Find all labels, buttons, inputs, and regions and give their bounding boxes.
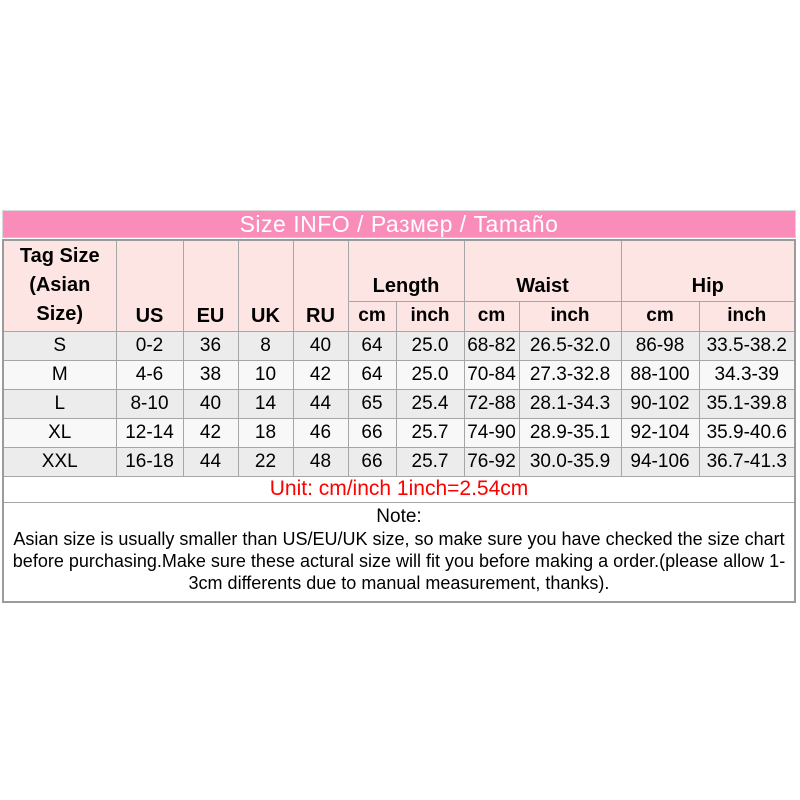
cell-hip-cm: 86-98 (621, 331, 699, 360)
cell-hip-inch: 35.9-40.6 (699, 418, 795, 447)
note-body: Asian size is usually smaller than US/EU/UK size, so make sure you have checked the size chart before purchasing.Make sure these actural size will fit you before making a order.(please allow 1-3cm differents due to manual measurement, thanks). (12, 528, 786, 593)
corner-header-tag-size: Tag Size (Asian Size) (3, 240, 116, 331)
cell-waist-cm: 76-92 (464, 447, 519, 476)
table-row (3, 447, 795, 476)
subheader-waist-cm: cm (464, 301, 519, 331)
title-band (2, 210, 796, 238)
cell-eu: 38 (183, 360, 238, 389)
cell-length-inch: 25.0 (396, 331, 464, 360)
cell-length-inch: 25.7 (396, 447, 464, 476)
cell-us: 4-6 (116, 360, 183, 389)
cell-ru: 44 (293, 389, 348, 418)
cell-ru: 48 (293, 447, 348, 476)
cell-uk: 14 (238, 389, 293, 418)
subheader-waist-inch: inch (519, 301, 621, 331)
subheader-hip-inch: inch (699, 301, 795, 331)
cell-waist-cm: 68-82 (464, 331, 519, 360)
cell-eu: 42 (183, 418, 238, 447)
unit-row (3, 476, 795, 502)
cell-tag: XL (3, 418, 116, 447)
cell-us: 16-18 (116, 447, 183, 476)
cell-hip-inch: 35.1-39.8 (699, 389, 795, 418)
table-row (3, 389, 795, 418)
cell-hip-inch: 36.7-41.3 (699, 447, 795, 476)
cell-ru: 40 (293, 331, 348, 360)
group-header-hip: Hip (621, 240, 795, 301)
cell-eu: 40 (183, 389, 238, 418)
size-table-body (3, 331, 795, 476)
cell-waist-inch: 26.5-32.0 (519, 331, 621, 360)
cell-us: 12-14 (116, 418, 183, 447)
cell-hip-cm: 88-100 (621, 360, 699, 389)
cell-hip-cm: 94-106 (621, 447, 699, 476)
cell-uk: 22 (238, 447, 293, 476)
cell-uk: 18 (238, 418, 293, 447)
cell-uk: 8 (238, 331, 293, 360)
cell-us: 0-2 (116, 331, 183, 360)
header-row-groups (3, 240, 795, 301)
size-table-footer (3, 476, 795, 602)
cell-waist-inch: 30.0-35.9 (519, 447, 621, 476)
cell-ru: 46 (293, 418, 348, 447)
subheader-length-cm: cm (348, 301, 396, 331)
cell-length-inch: 25.4 (396, 389, 464, 418)
cell-waist-cm: 70-84 (464, 360, 519, 389)
cell-hip-inch: 34.3-39 (699, 360, 795, 389)
cell-waist-inch: 28.9-35.1 (519, 418, 621, 447)
cell-hip-cm: 92-104 (621, 418, 699, 447)
cell-us: 8-10 (116, 389, 183, 418)
subheader-hip-cm: cm (621, 301, 699, 331)
cell-length-cm: 64 (348, 360, 396, 389)
cell-eu: 44 (183, 447, 238, 476)
cell-length-inch: 25.7 (396, 418, 464, 447)
cell-hip-cm: 90-102 (621, 389, 699, 418)
cell-waist-cm: 74-90 (464, 418, 519, 447)
col-header-us: US (116, 240, 183, 331)
cell-tag: XXL (3, 447, 116, 476)
size-chart-sheet (2, 210, 796, 603)
cell-length-cm: 66 (348, 418, 396, 447)
cell-ru: 42 (293, 360, 348, 389)
cell-tag: S (3, 331, 116, 360)
table-row (3, 418, 795, 447)
cell-tag: L (3, 389, 116, 418)
size-table (2, 239, 796, 603)
page-title: Size INFO / Размер / Tamaño (239, 211, 559, 237)
note-cell (3, 502, 795, 602)
group-header-waist: Waist (464, 240, 621, 301)
note-title: Note: (376, 505, 422, 527)
col-header-uk: UK (238, 240, 293, 331)
cell-uk: 10 (238, 360, 293, 389)
subheader-length-inch: inch (396, 301, 464, 331)
cell-length-inch: 25.0 (396, 360, 464, 389)
size-table-header (3, 240, 795, 331)
unit-note-text: Unit: cm/inch 1inch=2.54cm (3, 476, 795, 502)
cell-length-cm: 66 (348, 447, 396, 476)
table-row (3, 360, 795, 389)
cell-length-cm: 65 (348, 389, 396, 418)
cell-waist-inch: 28.1-34.3 (519, 389, 621, 418)
cell-waist-inch: 27.3-32.8 (519, 360, 621, 389)
table-row (3, 331, 795, 360)
cell-eu: 36 (183, 331, 238, 360)
cell-hip-inch: 33.5-38.2 (699, 331, 795, 360)
group-header-length: Length (348, 240, 464, 301)
cell-waist-cm: 72-88 (464, 389, 519, 418)
note-row (3, 502, 795, 602)
cell-length-cm: 64 (348, 331, 396, 360)
cell-tag: M (3, 360, 116, 389)
col-header-ru: RU (293, 240, 348, 331)
col-header-eu: EU (183, 240, 238, 331)
